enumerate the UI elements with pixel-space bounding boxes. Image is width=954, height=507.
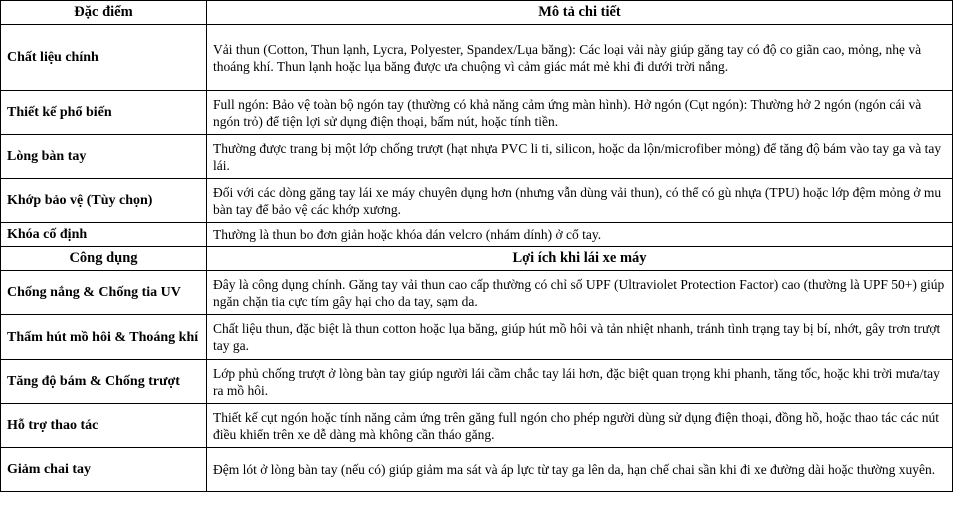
header-row-uses	[1, 247, 953, 271]
table-row	[1, 315, 953, 360]
row-description: Đệm lót ở lòng bàn tay (nếu có) giúp giảm ma sát và áp lực từ tay ga lên da, hạn chế chai sần khi đi xe đường dài hoặc thường xuyên.	[207, 448, 953, 492]
row-label: Lòng bàn tay	[1, 135, 207, 179]
header-description: Mô tả chi tiết	[207, 1, 953, 25]
row-description: Đây là công dụng chính. Găng tay vải thun cao cấp thường có chỉ số UPF (Ultraviolet Protection Factor) cao (thường là UPF 50+) giúp ngăn chặn tia cực tím gây hại cho da tay, sạm da.	[207, 271, 953, 315]
row-description: Đối với các dòng găng tay lái xe máy chuyên dụng hơn (nhưng vẫn dùng vải thun), có thể có gù nhựa (TPU) hoặc lớp đệm mỏng ở mu bàn tay để bảo vệ các khớp xương.	[207, 179, 953, 223]
row-description: Vải thun (Cotton, Thun lạnh, Lycra, Polyester, Spandex/Lụa băng): Các loại vải này giúp găng tay có độ co giãn cao, mỏng, nhẹ và thoáng khí. Thun lạnh hoặc lụa băng được ưa chuộng vì cảm giác mát mẻ khi đi dưới trời nắng.	[207, 25, 953, 91]
table-row	[1, 448, 953, 492]
row-description: Thường được trang bị một lớp chống trượt (hạt nhựa PVC li ti, silicon, hoặc da lộn/microfiber mỏng) để tăng độ bám vào tay ga và tay lái.	[207, 135, 953, 179]
row-description: Thiết kế cụt ngón hoặc tính năng cảm ứng trên găng full ngón cho phép người dùng sử dụng điện thoại, đồng hồ, hoặc thao tác các nút điều khiển trên xe dễ dàng mà không cần tháo găng.	[207, 404, 953, 448]
table-row	[1, 404, 953, 448]
row-label: Khớp bảo vệ (Tùy chọn)	[1, 179, 207, 223]
row-description: Lớp phủ chống trượt ở lòng bàn tay giúp người lái cầm chắc tay lái hơn, đặc biệt quan trọng khi phanh, tăng tốc, hoặc khi trời mưa/tay ra mồ hôi.	[207, 360, 953, 404]
row-description: Full ngón: Bảo vệ toàn bộ ngón tay (thường có khả năng cảm ứng màn hình). Hở ngón (Cụt ngón): Thường hở 2 ngón (ngón cái và ngón trỏ) để tiện lợi sử dụng điện thoại, bấm nút, hoặc tính tiền.	[207, 91, 953, 135]
header-use: Công dụng	[1, 247, 207, 271]
row-description: Thường là thun bo đơn giản hoặc khóa dán velcro (nhám dính) ở cổ tay.	[207, 223, 953, 247]
table-row	[1, 135, 953, 179]
row-label: Chất liệu chính	[1, 25, 207, 91]
table-row	[1, 271, 953, 315]
table-row	[1, 25, 953, 91]
table-row	[1, 360, 953, 404]
header-feature: Đặc điểm	[1, 1, 207, 25]
row-label: Hỗ trợ thao tác	[1, 404, 207, 448]
row-label: Chống nắng & Chống tia UV	[1, 271, 207, 315]
header-benefit: Lợi ích khi lái xe máy	[207, 247, 953, 271]
table-row	[1, 223, 953, 247]
row-label: Thấm hút mồ hôi & Thoáng khí	[1, 315, 207, 360]
row-label: Thiết kế phổ biến	[1, 91, 207, 135]
table-row	[1, 179, 953, 223]
header-row-features	[1, 1, 953, 25]
row-label: Giảm chai tay	[1, 448, 207, 492]
row-description: Chất liệu thun, đặc biệt là thun cotton hoặc lụa băng, giúp hút mồ hôi và tản nhiệt nhanh, tránh tình trạng tay bị bí, nhớt, gây trơn trượt tay ga.	[207, 315, 953, 360]
table-row	[1, 91, 953, 135]
row-label: Khóa cố định	[1, 223, 207, 247]
row-label: Tăng độ bám & Chống trượt	[1, 360, 207, 404]
